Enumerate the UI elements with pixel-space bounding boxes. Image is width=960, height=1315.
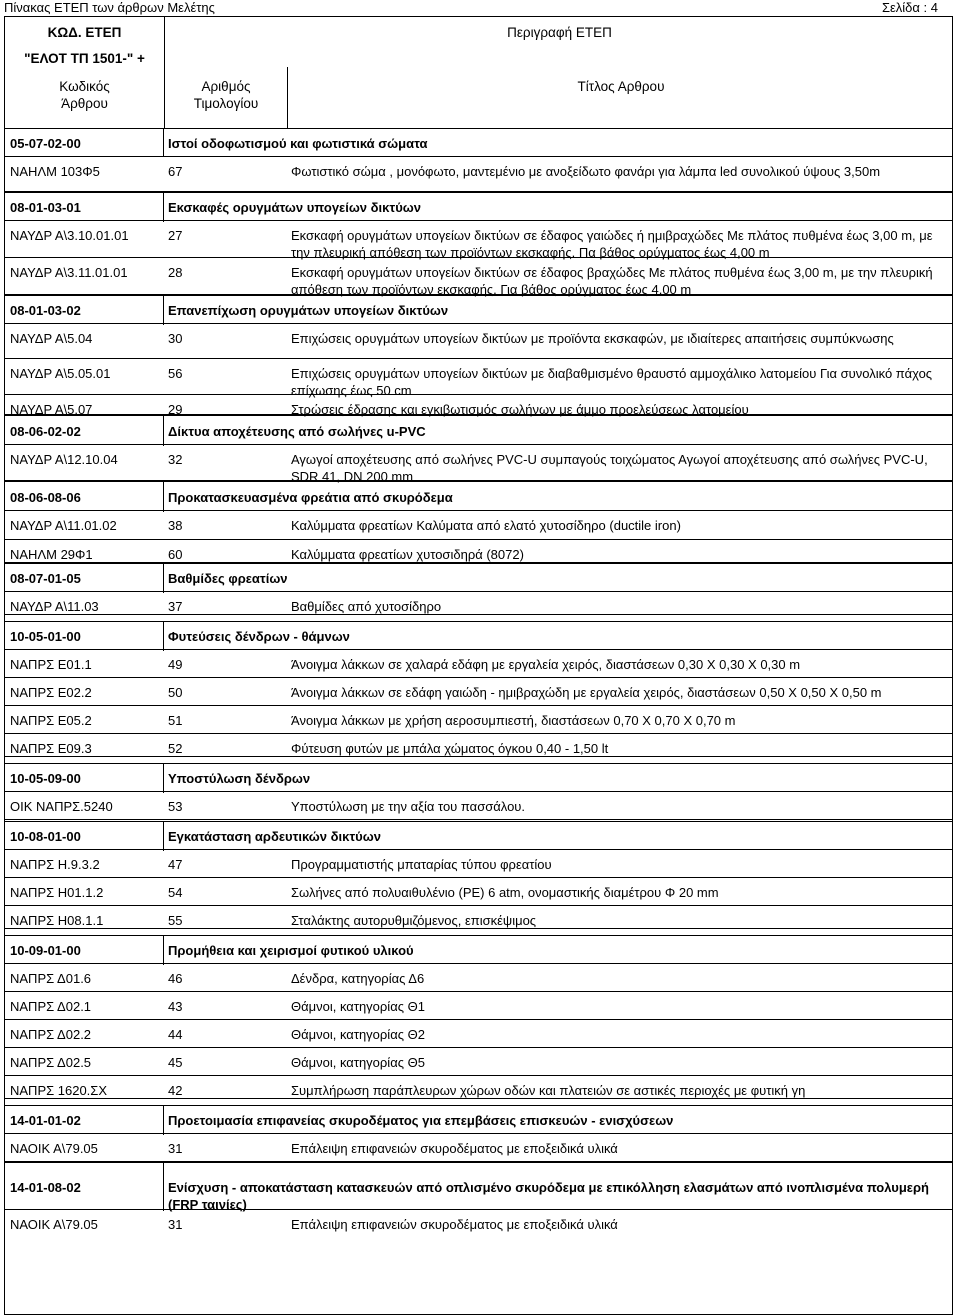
article-code: ΝΑΠΡΣ Δ02.2 bbox=[10, 1027, 92, 1042]
category-row bbox=[4, 821, 953, 850]
table-right-border bbox=[952, 129, 953, 1315]
column-divider bbox=[163, 416, 164, 446]
article-code: ΝΑΠΡΣ Δ02.1 bbox=[10, 999, 92, 1014]
invoice-number: 46 bbox=[168, 971, 183, 986]
table-row bbox=[4, 906, 953, 929]
article-code: ΝΑΠΡΣ Δ01.6 bbox=[10, 971, 92, 986]
article-code: ΝΑΥΔΡ Α\5.05.01 bbox=[10, 366, 111, 381]
table-row bbox=[4, 1076, 953, 1099]
category-title: Βαθμίδες φρεατίων bbox=[168, 571, 288, 586]
table-row bbox=[4, 511, 953, 540]
category-title: Προετοιμασία επιφανείας σκυροδέματος για επεμβάσεις επισκευών - ενισχύσεων bbox=[168, 1113, 674, 1128]
table-row bbox=[4, 1048, 953, 1076]
table-row bbox=[4, 878, 953, 906]
article-title: Εκσκαφή ορυγμάτων υπογείων δικτύων σε έδαφος βραχώδες Με πλάτος πυθμένα έως 3,00 m, με την πλευρική απόθεση των προϊόντων εκσκαφής. Για βάθος ορύγματος έως 4,00 m bbox=[291, 265, 933, 297]
category-code: 08-01-03-02 bbox=[10, 303, 81, 318]
table-row bbox=[4, 157, 953, 192]
category-row bbox=[4, 415, 953, 445]
article-code: ΝΑΠΡΣ 1620.ΣΧ bbox=[10, 1083, 108, 1098]
category-row bbox=[4, 935, 953, 964]
article-code: ΝΑΠΡΣ Ε01.1 bbox=[10, 657, 92, 672]
invoice-number: 53 bbox=[168, 799, 183, 814]
table-row bbox=[4, 221, 953, 258]
article-title: Καλύμματα φρεατίων χυτοσιδηρά (8072) bbox=[291, 547, 524, 562]
category-row bbox=[4, 129, 953, 157]
header-divider bbox=[287, 67, 288, 128]
table-row bbox=[4, 1020, 953, 1048]
category-row bbox=[4, 481, 953, 511]
table-header bbox=[4, 16, 953, 129]
category-row bbox=[4, 621, 953, 650]
article-code: ΝΑΠΡΣ Ε02.2 bbox=[10, 685, 92, 700]
article-title: Εκσκαφή ορυγμάτων υπογείων δικτύων σε έδαφος γαιώδες ή ημιβραχώδες Με πλάτος πυθμένα έως 3,00 m, με την πλευρική απόθεση των προϊόντων εκσκαφής. Πα βάθος ορύγματος έως 4,00 m bbox=[291, 228, 933, 260]
category-code: 08-06-02-02 bbox=[10, 424, 81, 439]
invoice-number: 51 bbox=[168, 713, 183, 728]
invoice-number: 45 bbox=[168, 1055, 183, 1070]
header-arithmos bbox=[165, 78, 287, 112]
page-top-line bbox=[0, 0, 960, 15]
column-divider bbox=[163, 193, 164, 222]
invoice-number: 56 bbox=[168, 366, 183, 381]
category-title: Φυτεύσεις δένδρων - θάμνων bbox=[168, 629, 350, 644]
page-number: Σελίδα : 4 bbox=[881, 0, 938, 15]
article-title: Σωλήνες από πολυαιθυλένιο (PE) 6 atm, ονομαστικής διαμέτρου Φ 20 mm bbox=[291, 885, 719, 900]
table-row bbox=[4, 678, 953, 706]
category-title: Υποστύλωση δένδρων bbox=[168, 771, 311, 786]
article-title: Φωτιστικό σώμα , μονόφωτο, μαντεμένιο με ανοξείδωτο φανάρι για λάμπα led συνολικού ύψους 3,50m bbox=[291, 164, 881, 179]
category-row bbox=[4, 763, 953, 792]
column-divider bbox=[163, 936, 164, 965]
article-title: Καλύμματα φρεατίων Καλύματα από ελατό χυτοσίδηρο (ductile iron) bbox=[291, 518, 681, 533]
category-code: 14-01-01-02 bbox=[10, 1113, 81, 1128]
invoice-number: 55 bbox=[168, 913, 183, 928]
article-title: Άνοιγμα λάκκων σε χαλαρά εδάφη με εργαλεία χειρός, διαστάσεων 0,30 Χ 0,30 Χ 0,30 m bbox=[291, 657, 801, 672]
category-row bbox=[4, 295, 953, 324]
column-divider bbox=[163, 822, 164, 851]
invoice-number: 52 bbox=[168, 741, 183, 756]
article-title: Υποστύλωση με την αξία του πασσάλου. bbox=[291, 799, 526, 814]
article-code: ΝΑΥΔΡ Α\5.07 bbox=[10, 402, 93, 417]
table-row bbox=[4, 650, 953, 678]
column-divider bbox=[163, 1163, 164, 1211]
table-row bbox=[4, 324, 953, 359]
article-title: Θάμνοι, κατηγορίας Θ5 bbox=[291, 1055, 425, 1070]
invoice-number: 31 bbox=[168, 1217, 183, 1232]
column-divider bbox=[163, 622, 164, 651]
invoice-number: 50 bbox=[168, 685, 183, 700]
category-code: 10-08-01-00 bbox=[10, 829, 81, 844]
invoice-number: 49 bbox=[168, 657, 183, 672]
category-code: 14-01-08-02 bbox=[10, 1180, 81, 1195]
table-row bbox=[4, 964, 953, 992]
header-kodikos-line1: Κωδικός bbox=[59, 79, 110, 94]
category-row bbox=[4, 1162, 953, 1210]
table-row bbox=[4, 258, 953, 295]
category-code: 10-09-01-00 bbox=[10, 943, 81, 958]
category-title: Επανεπίχωση ορυγμάτων υπογείων δικτύων bbox=[168, 303, 449, 318]
invoice-number: 37 bbox=[168, 599, 183, 614]
article-code: ΝΑΗΛΜ 29Φ1 bbox=[10, 547, 93, 562]
article-title: Επάλειψη επιφανειών σκυροδέματος με εποξειδικά υλικά bbox=[291, 1217, 618, 1232]
category-code: 05-07-02-00 bbox=[10, 136, 81, 151]
table-row bbox=[4, 592, 953, 615]
invoice-number: 38 bbox=[168, 518, 183, 533]
category-row bbox=[4, 192, 953, 221]
article-title: Δένδρα, κατηγορίας Δ6 bbox=[291, 971, 425, 986]
article-code: ΝΑΥΔΡ Α\3.10.01.01 bbox=[10, 228, 129, 243]
article-code: ΝΑΠΡΣ Δ02.5 bbox=[10, 1055, 92, 1070]
table-row bbox=[4, 792, 953, 820]
category-row bbox=[4, 1105, 953, 1134]
article-code: ΝΑΥΔΡ Α\12.10.04 bbox=[10, 452, 118, 467]
invoice-number: 47 bbox=[168, 857, 183, 872]
article-title: Στρώσεις έδρασης και εγκιβωτισμός σωλήνων με άμμο προελεύσεως λατομείου bbox=[291, 402, 749, 417]
article-code: ΝΑΥΔΡ Α\3.11.01.01 bbox=[10, 265, 128, 280]
category-code: 08-01-03-01 bbox=[10, 200, 81, 215]
article-title: Προγραμματιστής μπαταρίας τύπου φρεατίου bbox=[291, 857, 552, 872]
article-code: ΝΑΠΡΣ Η.9.3.2 bbox=[10, 857, 100, 872]
category-code: 10-05-09-00 bbox=[10, 771, 81, 786]
table-row bbox=[4, 734, 953, 757]
invoice-number: 30 bbox=[168, 331, 183, 346]
header-perigrafi: Περιγραφή ΕΤΕΠ bbox=[507, 25, 612, 40]
article-title: Βαθμίδες από χυτοσίδηρο bbox=[291, 599, 442, 614]
table-row bbox=[4, 540, 953, 563]
article-title: Επάλειψη επιφανειών σκυροδέματος με εποξειδικά υλικά bbox=[291, 1141, 618, 1156]
article-code: ΝΑΟΙΚ Α\79.05 bbox=[10, 1141, 98, 1156]
category-title: Δίκτυα αποχέτευσης από σωλήνες u-PVC bbox=[168, 424, 426, 439]
category-title: Προκατασκευασμένα φρεάτια από σκυρόδεμα bbox=[168, 490, 453, 505]
article-title: Θάμνοι, κατηγορίας Θ2 bbox=[291, 1027, 425, 1042]
category-code: 08-06-08-06 bbox=[10, 490, 81, 505]
table-row bbox=[4, 1210, 953, 1315]
column-divider bbox=[163, 482, 164, 512]
invoice-number: 32 bbox=[168, 452, 183, 467]
article-title: Άνοιγμα λάκκων σε εδάφη γαιώδη - ημιβραχώδη με εργαλεία χειρός, διαστάσεων 0,50 Χ 0,50 Χ 0,50 m bbox=[291, 685, 882, 700]
document-title: Πίνακας ΕΤΕΠ των άρθρων Μελέτης bbox=[4, 0, 215, 15]
article-code: ΟΙΚ ΝΑΠΡΣ.5240 bbox=[10, 799, 113, 814]
invoice-number: 60 bbox=[168, 547, 183, 562]
category-row bbox=[4, 563, 953, 592]
category-code: 10-05-01-00 bbox=[10, 629, 81, 644]
invoice-number: 67 bbox=[168, 164, 183, 179]
category-title: Εκσκαφές ορυγμάτων υπογείων δικτύων bbox=[168, 200, 421, 215]
invoice-number: 31 bbox=[168, 1141, 183, 1156]
header-kod-etep: ΚΩΔ. ΕΤΕΠ bbox=[47, 25, 122, 40]
column-divider bbox=[163, 564, 164, 593]
category-title: Προμήθεια και χειρισμοί φυτικού υλικού bbox=[168, 943, 414, 958]
header-elot: "ΕΛΟΤ ΤΠ 1501-" + bbox=[24, 51, 145, 66]
article-title: Συμπλήρωση παράπλευρων χώρων οδών και πλατειών σε αστικές περιοχές με φυτική γη bbox=[291, 1083, 806, 1098]
article-code: ΝΑΠΡΣ Η01.1.2 bbox=[10, 885, 104, 900]
column-divider bbox=[163, 764, 164, 793]
article-code: ΝΑΥΔΡ Α\11.01.02 bbox=[10, 518, 117, 533]
invoice-number: 28 bbox=[168, 265, 183, 280]
article-title: Άνοιγμα λάκκων με χρήση αεροσυμπιεστή, διαστάσεων 0,70 Χ 0,70 Χ 0,70 m bbox=[291, 713, 736, 728]
article-code: ΝΑΠΡΣ Ε05.2 bbox=[10, 713, 92, 728]
category-title: Εγκατάσταση αρδευτικών δικτύων bbox=[168, 829, 381, 844]
article-title: Σταλάκτης αυτορυθμιζόμενος, επισκέψιμος bbox=[291, 913, 537, 928]
table-row bbox=[4, 992, 953, 1020]
header-kodikos-line2: Άρθρου bbox=[61, 96, 108, 111]
invoice-number: 29 bbox=[168, 402, 183, 417]
article-title: Αγωγοί αποχέτευσης από σωλήνες PVC-U συμπαγούς τοιχώματος Αγωγοί αποχέτευσης από σωλήνες PVC-U, SDR 41, DN 200 mm bbox=[291, 452, 928, 484]
category-code: 08-07-01-05 bbox=[10, 571, 81, 586]
article-code: ΝΑΟΙΚ Α\79.05 bbox=[10, 1217, 98, 1232]
article-title: Επιχώσεις ορυγμάτων υπογείων δικτύων με διαβαθμισμένο θραυστό αμμοχάλικο λατομείου Για συνολικό πάχος επίχωσης έως 50 cm bbox=[291, 366, 933, 398]
category-title: Ιστοί οδοφωτισμού και φωτιστικά σώματα bbox=[168, 136, 428, 151]
header-kodikos bbox=[5, 78, 164, 112]
article-code: ΝΑΗΛΜ 103Φ5 bbox=[10, 164, 100, 179]
article-title: Επιχώσεις ορυγμάτων υπογείων δικτύων με προϊόντα εκσκαφών, με ιδιαίτερες απαιτήσεις συμπύκνωσης bbox=[291, 331, 894, 346]
table-row bbox=[4, 359, 953, 398]
header-titlos: Τίτλος Αρθρου bbox=[577, 79, 665, 94]
header-arithmos-line1: Αριθμός bbox=[201, 79, 251, 94]
table-left-border bbox=[4, 129, 5, 1315]
table-row bbox=[4, 850, 953, 878]
article-code: ΝΑΠΡΣ Ε09.3 bbox=[10, 741, 92, 756]
table-row bbox=[4, 1134, 953, 1162]
table-row bbox=[4, 395, 953, 415]
invoice-number: 43 bbox=[168, 999, 183, 1014]
column-divider bbox=[163, 129, 164, 157]
invoice-number: 42 bbox=[168, 1083, 183, 1098]
article-code: ΝΑΠΡΣ Η08.1.1 bbox=[10, 913, 104, 928]
article-code: ΝΑΥΔΡ Α\5.04 bbox=[10, 331, 93, 346]
invoice-number: 44 bbox=[168, 1027, 183, 1042]
category-title: Ενίσχυση - αποκατάσταση κατασκευών από οπλισμένο σκυρόδεμα με επικόλληση ελασμάτων από ινοπλισμένα πολυμερή (FRP ταινίες) bbox=[168, 1180, 929, 1212]
column-divider bbox=[163, 1106, 164, 1135]
column-divider bbox=[163, 296, 164, 325]
article-title: Θάμνοι, κατηγορίας Θ1 bbox=[291, 999, 425, 1014]
header-arithmos-line2: Τιμολογίου bbox=[193, 96, 259, 111]
invoice-number: 54 bbox=[168, 885, 183, 900]
article-title: Φύτευση φυτών με μπάλα χώματος όγκου 0,40 - 1,50 lt bbox=[291, 741, 609, 756]
table-row bbox=[4, 706, 953, 734]
invoice-number: 27 bbox=[168, 228, 183, 243]
table-row bbox=[4, 445, 953, 484]
article-code: ΝΑΥΔΡ Α\11.03 bbox=[10, 599, 99, 614]
